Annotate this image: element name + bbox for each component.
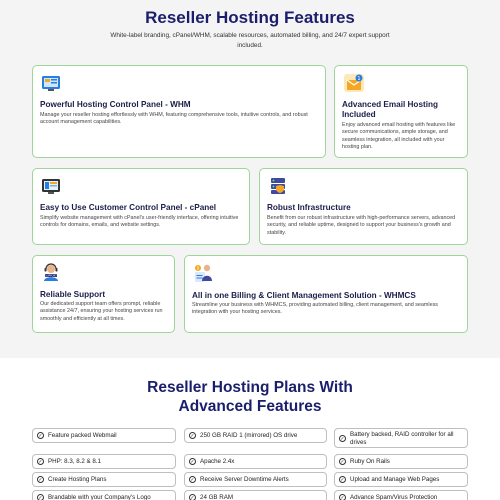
email-icon: [343, 72, 363, 92]
feature-card-support: [32, 255, 175, 333]
feature-card-desc: Simplify website management with cPanel's user-friendly interface, offering intuitive controls for domains, emails, and website settings.: [40, 215, 239, 229]
cpanel-icon: [41, 176, 61, 196]
plan-feature-item: ✓ Create Hosting Plans: [32, 472, 176, 487]
check-circle-icon: ✓: [38, 495, 43, 500]
feature-card-whmcs: [184, 255, 468, 333]
feature-card-title: Advanced Email Hosting Included: [342, 100, 438, 119]
feature-card-desc: Benefit from our robust infrastructure with high-performance servers, advanced security, and reliable uptime, designed to support your business's growth and stability.: [267, 215, 456, 236]
whm-panel-icon: [41, 73, 61, 93]
check-circle-icon: ✓: [340, 495, 345, 500]
feature-card-infrastructure: [259, 168, 468, 245]
feature-card-email: [334, 65, 468, 158]
plan-feature-item: ✓ 250 GB RAID 1 (mirrored) OS drive: [184, 428, 327, 443]
plans-title: [0, 378, 500, 416]
feature-card-title: Robust Infrastructure: [267, 203, 351, 212]
plans-title-line1: Reseller Hosting Plans With: [147, 379, 353, 396]
plan-feature-item: ✓ 24 GB RAM: [184, 490, 327, 500]
check-circle-icon: ✓: [38, 433, 43, 439]
feature-card-title: Powerful Hosting Control Panel - WHM: [40, 100, 191, 109]
check-circle-icon: ✓: [190, 459, 195, 465]
plan-feature-item: ✓ Advance Spam/Virus Protection: [334, 490, 468, 500]
svg-text:$: $: [196, 265, 200, 271]
plans-title-line2: Advanced Features: [178, 398, 322, 415]
plan-feature-item: ✓ Apache 2.4x: [184, 454, 327, 469]
plan-feature-item: ✓ PHP: 8.3, 8.2 & 8.1: [32, 454, 176, 469]
check-circle-icon: ✓: [340, 436, 345, 442]
server-shield-icon: [268, 176, 288, 196]
check-circle-icon: ✓: [38, 459, 43, 465]
plan-feature-item: ✓ Brandable with your Company's Logo: [32, 490, 176, 500]
check-circle-icon: ✓: [190, 495, 195, 500]
svg-text:1: 1: [357, 76, 361, 82]
billing-icon: [193, 262, 213, 282]
feature-card-cpanel: [32, 168, 250, 245]
check-circle-icon: ✓: [340, 477, 345, 483]
check-circle-icon: ✓: [340, 459, 345, 465]
feature-card-desc: Manage your reseller hosting effortlessly with WHM, featuring comprehensive tools, intuitive controls, and robust account management capabilities.: [40, 112, 308, 126]
check-circle-icon: ✓: [190, 433, 195, 439]
feature-card-title: Reliable Support: [40, 290, 106, 299]
plan-feature-item: ✓ Battery backed, RAID controller for all drives: [334, 428, 468, 448]
plan-feature-item: ✓ Ruby On Rails: [334, 454, 468, 469]
plan-feature-item: ✓ Receive Server Downtime Alerts: [184, 472, 327, 487]
feature-card-desc: Enjoy advanced email hosting with features like secure communications, ample storage, and seamless integration, all included with your hosting plan.: [342, 122, 456, 151]
check-circle-icon: ✓: [38, 477, 43, 483]
feature-card-desc: Our dedicated support team offers prompt, reliable assistance 24/7, ensuring your hosting services run smoothly and efficiently at all times.: [40, 301, 163, 322]
feature-card-title: All in one Billing & Client Management Solution - WHMCS: [192, 291, 416, 300]
feature-card-title: Easy to Use Customer Control Panel - cPanel: [40, 203, 217, 212]
plan-feature-item: ✓ Upload and Manage Web Pages: [334, 472, 468, 487]
features-subtitle: White-label branding, cPanel/WHM, scalable resources, automated billing, and 24/7 expert support included.: [110, 32, 390, 49]
feature-card-whm: [32, 65, 326, 158]
svg-text:SUPPORT: SUPPORT: [45, 274, 57, 278]
check-circle-icon: ✓: [190, 477, 195, 483]
feature-card-desc: Streamline your business with WHMCS, providing automated billing, client management, and seamless integration with your hosting services.: [192, 302, 438, 316]
plan-feature-item: ✓ Feature packed Webmail: [32, 428, 176, 443]
features-title: Reseller Hosting Features: [145, 8, 355, 27]
support-icon: [41, 262, 61, 282]
